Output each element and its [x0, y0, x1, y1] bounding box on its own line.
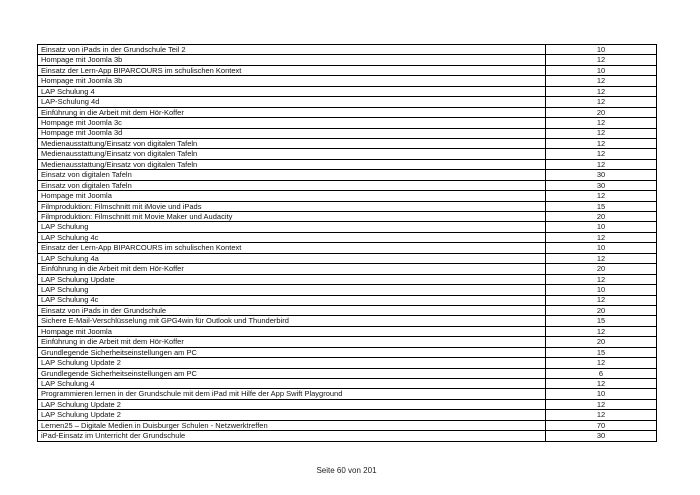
course-title-cell: LAP Schulung Update 2	[38, 399, 546, 409]
table-row	[38, 410, 657, 420]
count-cell: 10	[546, 389, 657, 399]
course-title-cell: LAP Schulung 4c	[38, 232, 546, 242]
table-row	[38, 170, 657, 180]
count-cell: 12	[546, 191, 657, 201]
count-cell: 15	[546, 347, 657, 357]
count-cell: 20	[546, 305, 657, 315]
course-title-cell: Filmproduktion: Filmschnitt mit iMovie und iPads	[38, 201, 546, 211]
count-cell: 12	[546, 149, 657, 159]
table-row	[38, 305, 657, 315]
course-title-cell: LAP Schulung Update 2	[38, 358, 546, 368]
table-row	[38, 97, 657, 107]
table-row	[38, 118, 657, 128]
table-row	[38, 264, 657, 274]
count-cell: 10	[546, 65, 657, 75]
table-row	[38, 65, 657, 75]
count-cell: 12	[546, 274, 657, 284]
table-row	[38, 431, 657, 442]
count-cell: 15	[546, 201, 657, 211]
table-row	[38, 232, 657, 242]
table-row	[38, 212, 657, 222]
course-title-cell: LAP Schulung 4	[38, 379, 546, 389]
course-title-cell: Einsatz von digitalen Tafeln	[38, 180, 546, 190]
count-cell: 12	[546, 410, 657, 420]
count-cell: 12	[546, 253, 657, 263]
count-cell: 10	[546, 222, 657, 232]
count-cell: 12	[546, 76, 657, 86]
table-row	[38, 45, 657, 55]
table-row	[38, 420, 657, 430]
table-row	[38, 358, 657, 368]
course-title-cell: Einsatz von iPads in der Grundschule Teil 2	[38, 45, 546, 55]
course-title-cell: Einführung in die Arbeit mit dem Hör-Koffer	[38, 264, 546, 274]
table-row	[38, 191, 657, 201]
count-cell: 10	[546, 285, 657, 295]
count-cell: 12	[546, 399, 657, 409]
table-row	[38, 222, 657, 232]
course-title-cell: Hompage mit Joomla 3b	[38, 76, 546, 86]
course-title-cell: Einsatz von digitalen Tafeln	[38, 170, 546, 180]
count-cell: 12	[546, 159, 657, 169]
count-cell: 30	[546, 170, 657, 180]
course-title-cell: Einsatz der Lern-App BIPARCOURS im schulischen Kontext	[38, 65, 546, 75]
course-table-body	[38, 45, 657, 442]
count-cell: 15	[546, 316, 657, 326]
course-title-cell: LAP Schulung 4a	[38, 253, 546, 263]
count-cell: 12	[546, 86, 657, 96]
course-title-cell: LAP Schulung	[38, 222, 546, 232]
course-title-cell: LAP Schulung 4	[38, 86, 546, 96]
course-title-cell: Grundlegende Sicherheitseinstellungen am PC	[38, 347, 546, 357]
count-cell: 70	[546, 420, 657, 430]
count-cell: 12	[546, 138, 657, 148]
course-title-cell: Einsatz der Lern-App BIPARCOURS im schulischen Kontext	[38, 243, 546, 253]
course-title-cell: Programmieren lernen in der Grundschule mit dem iPad mit Hilfe der App Swift Playground	[38, 389, 546, 399]
table-row	[38, 316, 657, 326]
table-row	[38, 180, 657, 190]
count-cell: 20	[546, 212, 657, 222]
table-row	[38, 368, 657, 378]
count-cell: 6	[546, 368, 657, 378]
course-title-cell: Hompage mit Joomla 3b	[38, 55, 546, 65]
table-row	[38, 149, 657, 159]
course-title-cell: LAP Schulung Update	[38, 274, 546, 284]
table-row	[38, 379, 657, 389]
count-cell: 10	[546, 243, 657, 253]
table-row	[38, 389, 657, 399]
table-row	[38, 274, 657, 284]
count-cell: 30	[546, 180, 657, 190]
count-cell: 10	[546, 45, 657, 55]
table-row	[38, 201, 657, 211]
count-cell: 12	[546, 97, 657, 107]
count-cell: 30	[546, 431, 657, 442]
count-cell: 12	[546, 358, 657, 368]
course-title-cell: Hompage mit Joomla	[38, 191, 546, 201]
count-cell: 20	[546, 107, 657, 117]
table-row	[38, 86, 657, 96]
count-cell: 12	[546, 232, 657, 242]
table-row	[38, 399, 657, 409]
table-row	[38, 128, 657, 138]
count-cell: 20	[546, 264, 657, 274]
course-title-cell: Hompage mit Joomla	[38, 326, 546, 336]
table-row	[38, 326, 657, 336]
course-title-cell: Sichere E-Mail-Verschlüsselung mit GPG4win für Outlook und Thunderbird	[38, 316, 546, 326]
course-title-cell: LAP Schulung	[38, 285, 546, 295]
count-cell: 12	[546, 118, 657, 128]
course-title-cell: Medienausstattung/Einsatz von digitalen Tafeln	[38, 149, 546, 159]
course-title-cell: Lernen25 – Digitale Medien in Duisburger Schulen - Netzwerktreffen	[38, 420, 546, 430]
count-cell: 12	[546, 295, 657, 305]
course-title-cell: iPad-Einsatz im Unterricht der Grundschule	[38, 431, 546, 442]
course-title-cell: LAP-Schulung 4d	[38, 97, 546, 107]
table-row	[38, 347, 657, 357]
course-title-cell: LAP Schulung 4c	[38, 295, 546, 305]
course-title-cell: Einführung in die Arbeit mit dem Hör-Koffer	[38, 107, 546, 117]
table-row	[38, 107, 657, 117]
course-title-cell: Grundlegende Sicherheitseinstellungen am PC	[38, 368, 546, 378]
count-cell: 20	[546, 337, 657, 347]
table-row	[38, 253, 657, 263]
course-title-cell: Medienausstattung/Einsatz von digitalen Tafeln	[38, 159, 546, 169]
table-row	[38, 159, 657, 169]
table-row	[38, 285, 657, 295]
course-title-cell: LAP Schulung Update 2	[38, 410, 546, 420]
course-title-cell: Einsatz von iPads in der Grundschule	[38, 305, 546, 315]
course-title-cell: Medienausstattung/Einsatz von digitalen Tafeln	[38, 138, 546, 148]
course-table	[37, 44, 657, 442]
table-row	[38, 243, 657, 253]
table-row	[38, 295, 657, 305]
count-cell: 12	[546, 379, 657, 389]
page-number: Seite 60 von 201	[316, 466, 377, 475]
count-cell: 12	[546, 128, 657, 138]
course-title-cell: Einführung in die Arbeit mit dem Hör-Koffer	[38, 337, 546, 347]
course-title-cell: Filmproduktion: Filmschnitt mit Movie Maker und Audacity	[38, 212, 546, 222]
table-row	[38, 76, 657, 86]
table-row	[38, 138, 657, 148]
table-row	[38, 337, 657, 347]
course-title-cell: Hompage mit Joomla 3d	[38, 128, 546, 138]
table-row	[38, 55, 657, 65]
count-cell: 12	[546, 326, 657, 336]
course-title-cell: Hompage mit Joomla 3c	[38, 118, 546, 128]
count-cell: 12	[546, 55, 657, 65]
